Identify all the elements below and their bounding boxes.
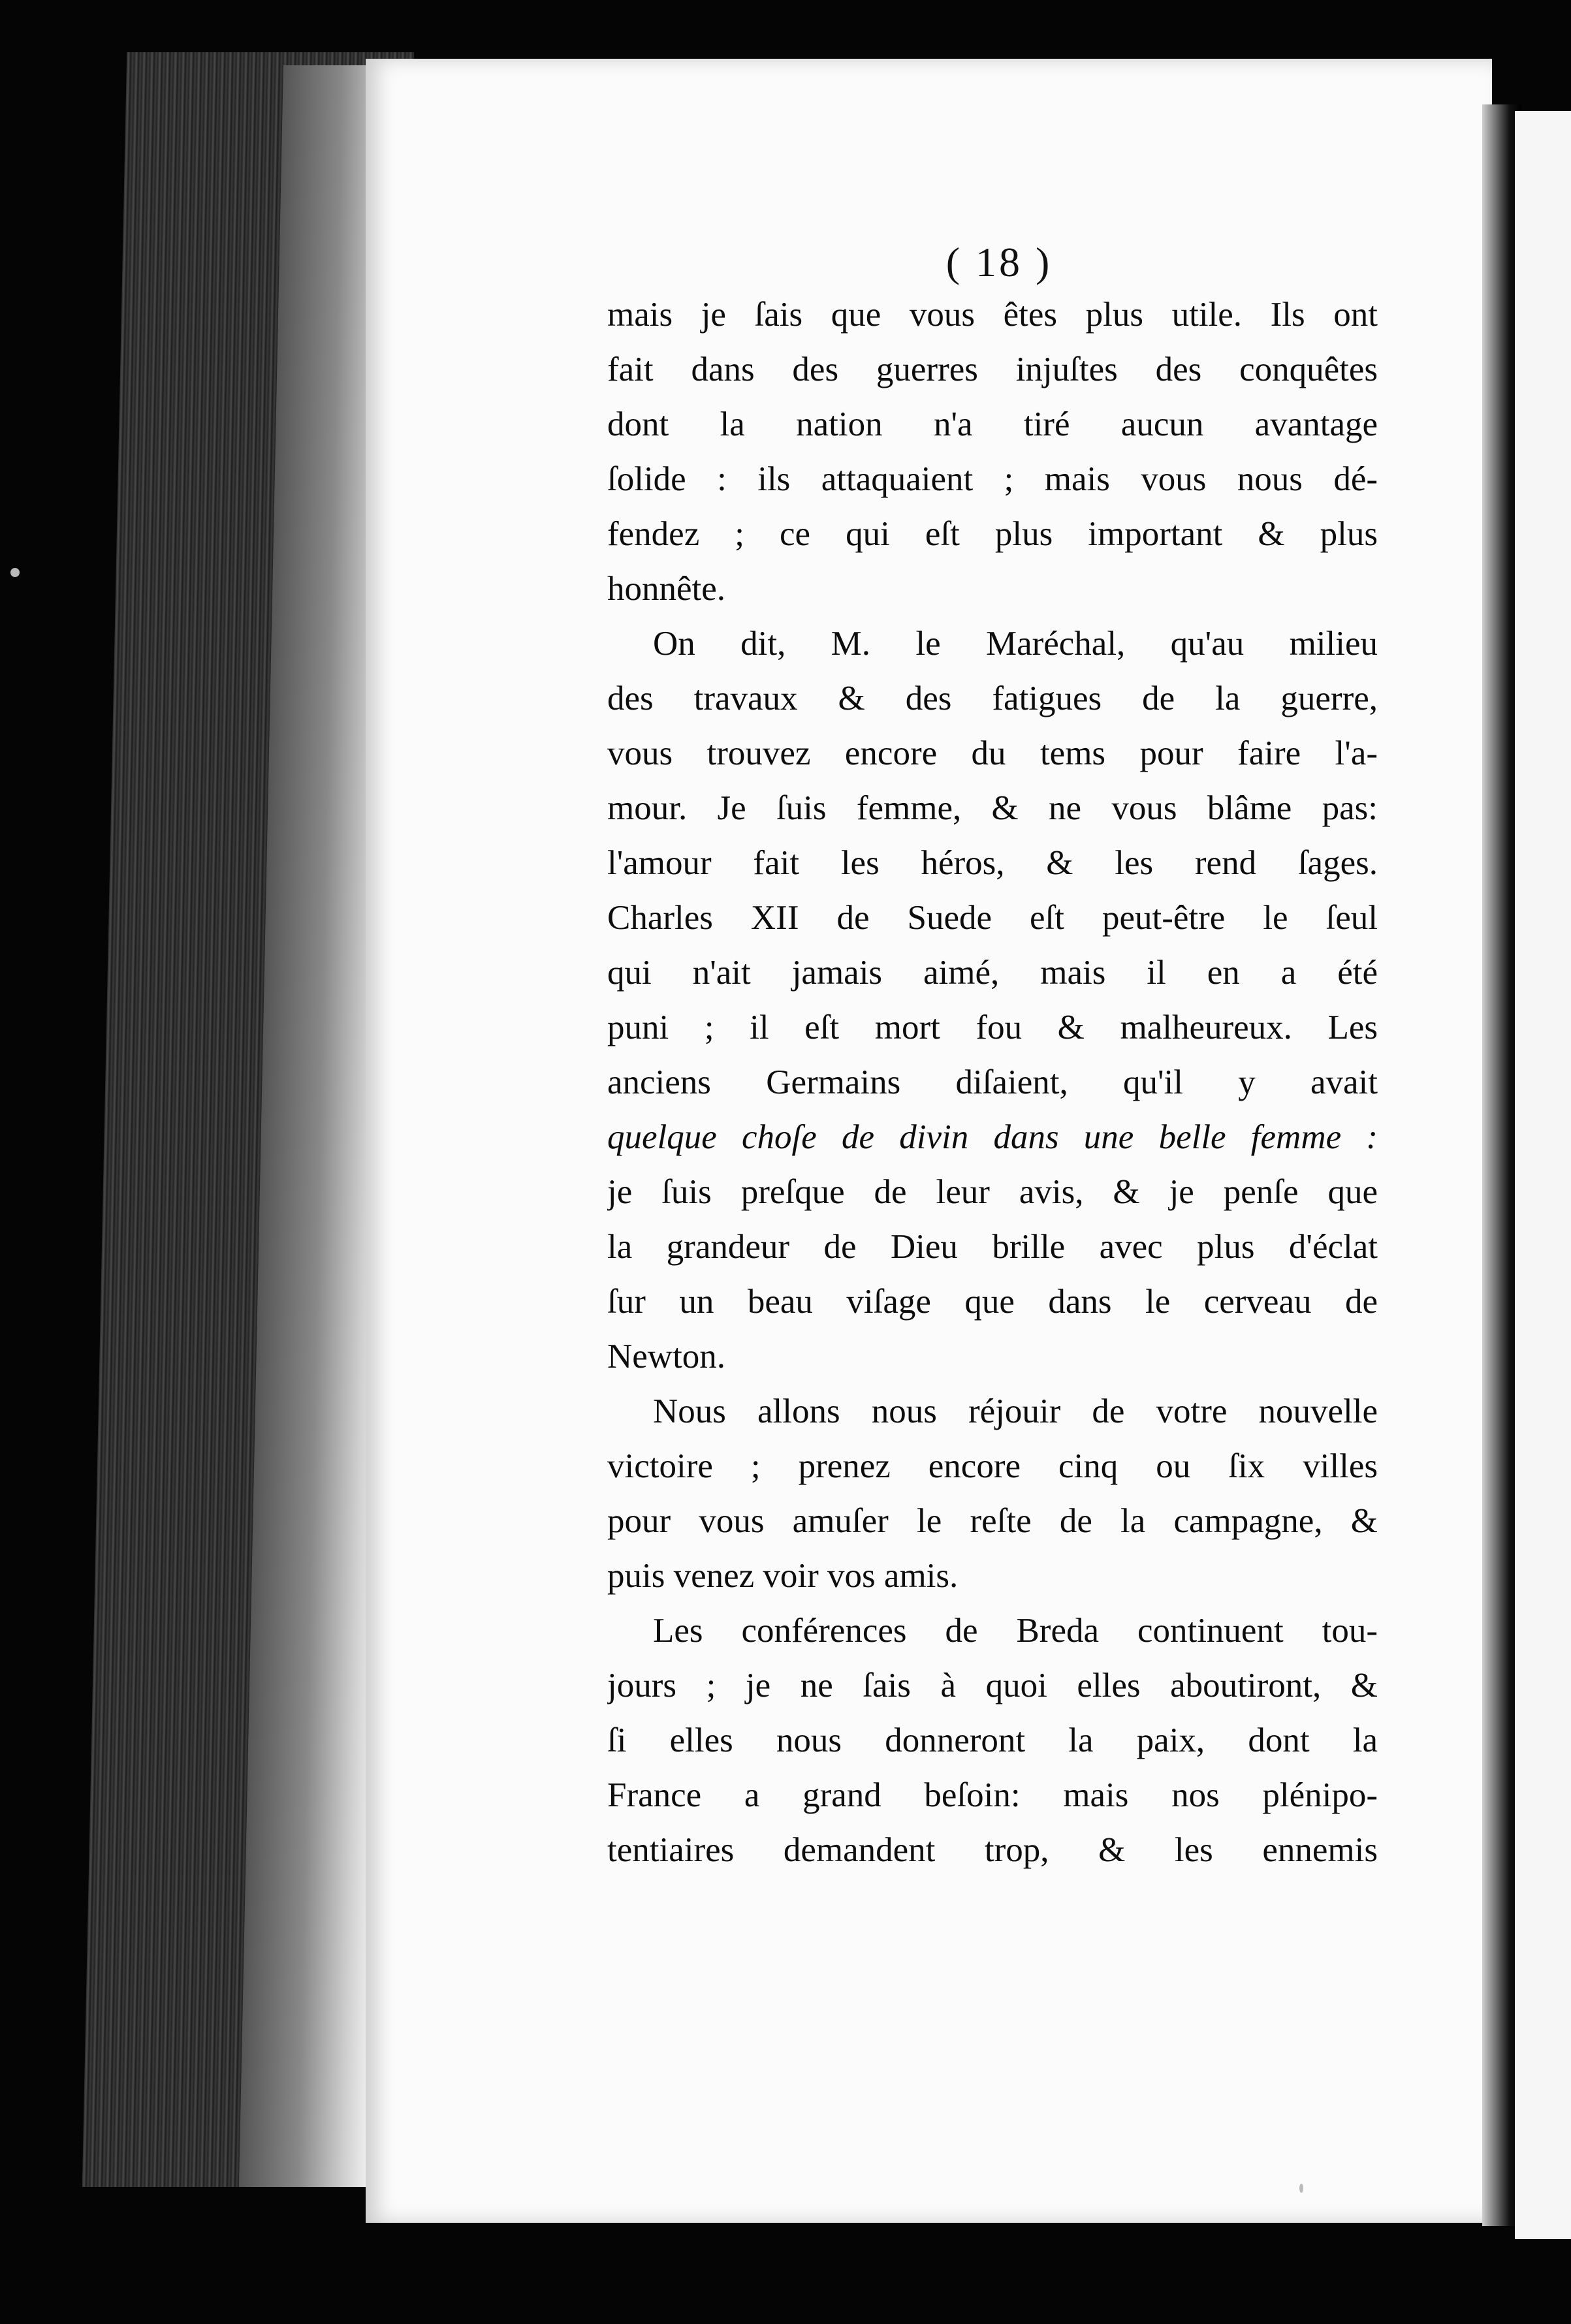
text-line: fendez ; ce qui eſt plus important & plus (607, 515, 1378, 553)
text-line: On dit, M. le Maréchal, qu'au milieu (653, 625, 1378, 663)
text-line: pour vous amuſer le reſte de la campagne, & (607, 1502, 1378, 1540)
text-line: jours ; je ne ſais à quoi elles aboutiront, & (607, 1667, 1378, 1704)
text-line: mour. Je ſuis femme, & ne vous blâme pas: (607, 789, 1378, 827)
text-line: vous trouvez encore du tems pour faire l'a- (607, 734, 1378, 772)
text-line: tentiaires demandent trop, & les ennemis (607, 1831, 1378, 1869)
text-line: Newton. (607, 1338, 726, 1375)
text-line: des travaux & des fatigues de la guerre, (607, 680, 1378, 717)
text-line: France a grand beſoin: mais nos plénipo- (607, 1776, 1378, 1814)
text-line: Les conférences de Breda continuent tou- (653, 1612, 1378, 1650)
text-line: ſolide : ils attaquaient ; mais vous nous dé- (607, 460, 1378, 498)
text-line: anciens Germains diſaient, qu'il y avait (607, 1063, 1378, 1101)
text-line: victoire ; prenez encore cinq ou ſix villes (607, 1447, 1378, 1485)
text-line: Nous allons nous réjouir de votre nouvelle (653, 1392, 1378, 1430)
text-line: je ſuis preſque de leur avis, & je penſe que (607, 1173, 1378, 1211)
facing-page-edge (1515, 111, 1571, 2239)
page-body-text (607, 287, 1378, 1877)
text-line: honnête. (607, 570, 726, 608)
text-line: Charles XII de Suede eſt peut-être le ſeul (607, 899, 1378, 937)
text-line: dont la nation n'a tiré aucun avantage (607, 405, 1378, 443)
text-line: puni ; il eſt mort fou & malheureux. Les (607, 1009, 1378, 1046)
text-line: ſi elles nous donneront la paix, dont la (607, 1721, 1378, 1759)
dust-speck (1299, 2184, 1303, 2193)
text-line: mais je ſais que vous êtes plus utile. Ils ont (607, 296, 1378, 334)
text-line: puis venez voir vos amis. (607, 1557, 959, 1595)
text-line: l'amour fait les héros, & les rend ſages. (607, 844, 1378, 882)
text-line: ſur un beau viſage que dans le cerveau de (607, 1283, 1378, 1321)
dust-speck (10, 568, 20, 577)
text-line: qui n'ait jamais aimé, mais il en a été (607, 954, 1378, 992)
page-number: ( 18 ) (945, 239, 1053, 285)
text-line: la grandeur de Dieu brille avec plus d'éclat (607, 1228, 1378, 1266)
text-line: quelque choſe de divin dans une belle femme : (607, 1118, 1378, 1156)
text-line: fait dans des guerres injuſtes des conquêtes (607, 351, 1378, 388)
